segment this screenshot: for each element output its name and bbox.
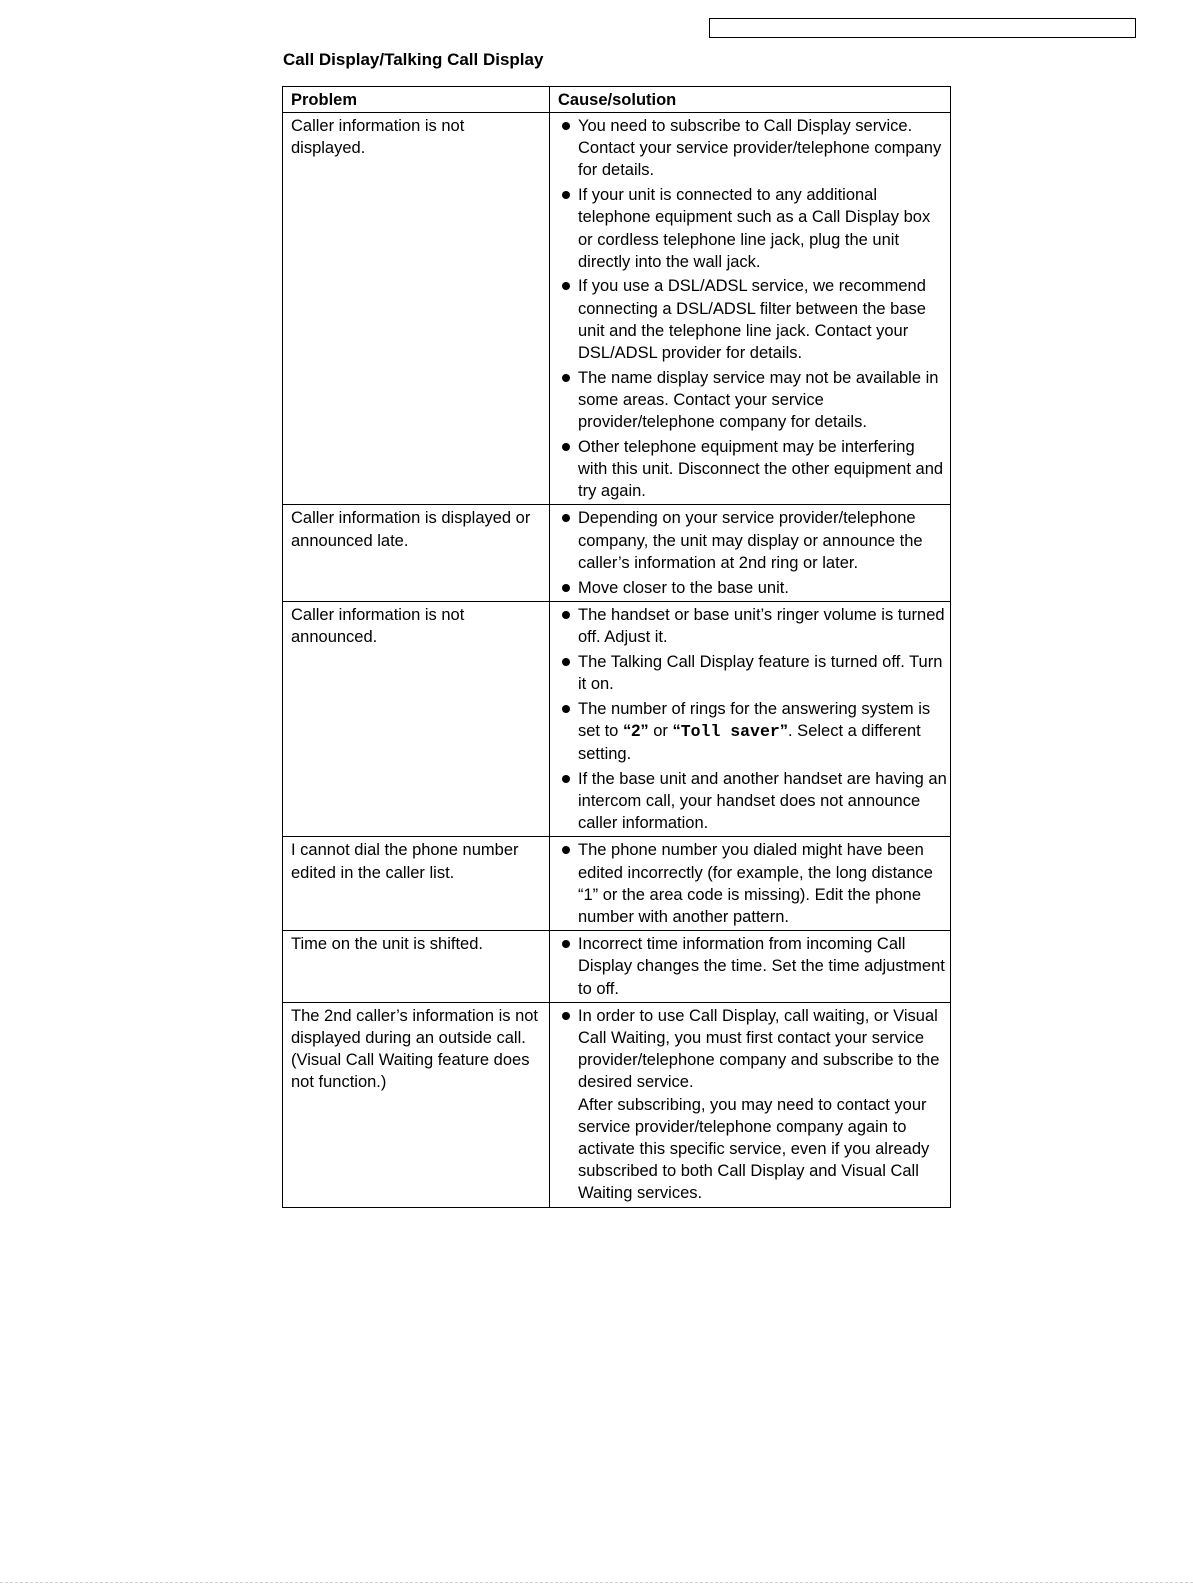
cause-text: If you use a DSL/ADSL service, we recommend connecting a DSL/ADSL filter between the base unit and the telephone line jack. Contact your DSL/ADSL provider for details. [578, 277, 926, 363]
list-item [562, 577, 948, 599]
cause-text-after: . Select a different setting. [578, 721, 921, 763]
cause-text: Other telephone equipment may be interfering with this unit. Disconnect the other equipment and try again. [578, 437, 944, 501]
bullet-icon [562, 611, 570, 619]
header-cause-solution: Cause/solution [550, 87, 951, 113]
cause-text: You need to subscribe to Call Display service. Contact your service provider/telephone company for details. [578, 117, 942, 180]
bullet-icon [562, 514, 570, 522]
table-row [283, 601, 951, 837]
bullet-icon [562, 374, 570, 382]
list-item [562, 367, 948, 434]
header-problem: Problem [283, 87, 550, 113]
problem-cell: I cannot dial the phone number edited in the caller list. [283, 837, 550, 931]
cause-text: The phone number you dialed might have been edited incorrectly (for example, the long distance “1” or the area code is missing). Edit the phone number with another pattern. [578, 841, 933, 926]
list-item [562, 436, 948, 503]
cause-text: Depending on your service provider/telephone company, the unit may display or announce the caller’s information at 2nd ring or later. [578, 509, 923, 572]
problem-cell: Caller information is displayed or announced late. [283, 505, 550, 601]
table-row [283, 505, 951, 601]
cause-text: The name display service may not be available in some areas. Contact your service provider/telephone company for details. [578, 368, 939, 432]
bullet-icon [562, 584, 570, 592]
problem-cell: Caller information is not announced. [283, 601, 550, 837]
list-item [562, 604, 948, 648]
problem-cell: The 2nd caller’s information is not displayed during an outside call. (Visual Call Waiting feature does not function.) [283, 1002, 550, 1207]
cause-text-before: The number of rings for the answering system is set to [578, 699, 931, 740]
section-title: Call Display/Talking Call Display [283, 50, 544, 69]
solution-cell [550, 113, 951, 505]
troubleshooting-table [282, 86, 951, 1208]
cause-text-mid: or [648, 721, 673, 740]
table-row [283, 837, 951, 931]
cause-text: In order to use Call Display, call waiting, or Visual Call Waiting, you must first contact your service provider/telephone company and subscribe to the desired service. [578, 1006, 940, 1092]
cause-text: Move closer to the base unit. [578, 578, 789, 597]
list-item [562, 1005, 948, 1205]
close-quote: ” [779, 721, 789, 740]
list-item [562, 651, 948, 695]
cause-list [562, 933, 948, 1000]
bullet-icon [562, 122, 570, 130]
page-header-box [709, 18, 1136, 38]
solution-cell [550, 1002, 951, 1207]
list-item [562, 507, 948, 574]
solution-cell [550, 601, 951, 837]
table-row [283, 931, 951, 1003]
cause-list [562, 1005, 948, 1205]
cause-text: If the base unit and another handset are having an intercom call, your handset does not announce caller information. [578, 769, 947, 833]
list-item [562, 839, 948, 928]
list-item [562, 768, 948, 835]
bullet-icon [562, 940, 570, 948]
list-item [562, 698, 948, 766]
open-quote: “ [622, 721, 632, 740]
problem-cell: Caller information is not displayed. [283, 113, 550, 505]
cause-list [562, 839, 948, 928]
page-bottom-rule [0, 1582, 1193, 1583]
bullet-icon [562, 282, 570, 290]
cause-text: The handset or base unit’s ringer volume is turned off. Adjust it. [578, 605, 945, 646]
bullet-icon [562, 1012, 570, 1020]
solution-cell [550, 931, 951, 1003]
cause-text: If your unit is connected to any additional telephone equipment such as a Call Display box or cordless telephone line jack, plug the unit directly into the wall jack. [578, 186, 931, 271]
list-item [562, 275, 948, 364]
list-item [562, 933, 948, 1000]
cause-text: Incorrect time information from incoming Call Display changes the time. Set the time adjustment to off. [578, 935, 945, 998]
cause-list [562, 604, 948, 835]
bullet-icon [562, 846, 570, 854]
cause-text: The Talking Call Display feature is turned off. Turn it on. [578, 652, 943, 693]
bullet-icon [562, 775, 570, 783]
option-toll-saver: Toll saver [680, 721, 780, 741]
bullet-icon [562, 658, 570, 666]
option-rings-2: 2 [631, 721, 641, 740]
bullet-icon [562, 191, 570, 199]
problem-cell: Time on the unit is shifted. [283, 931, 550, 1003]
close-quote: ” [640, 721, 649, 740]
list-item [562, 184, 948, 273]
bullet-icon [562, 705, 570, 713]
table-row [283, 1002, 951, 1207]
list-item [562, 115, 948, 182]
cause-text-continued: After subscribing, you may need to contact your service provider/telephone company again to activate this specific service, even if you already subscribed to both Call Display and Visual Call Waiting services. [578, 1095, 930, 1203]
open-quote: “ [672, 721, 681, 740]
table-header-row [283, 87, 951, 113]
solution-cell [550, 837, 951, 931]
solution-cell [550, 505, 951, 601]
bullet-icon [562, 443, 570, 451]
cause-list [562, 507, 948, 598]
cause-list [562, 115, 948, 502]
table-row [283, 113, 951, 505]
